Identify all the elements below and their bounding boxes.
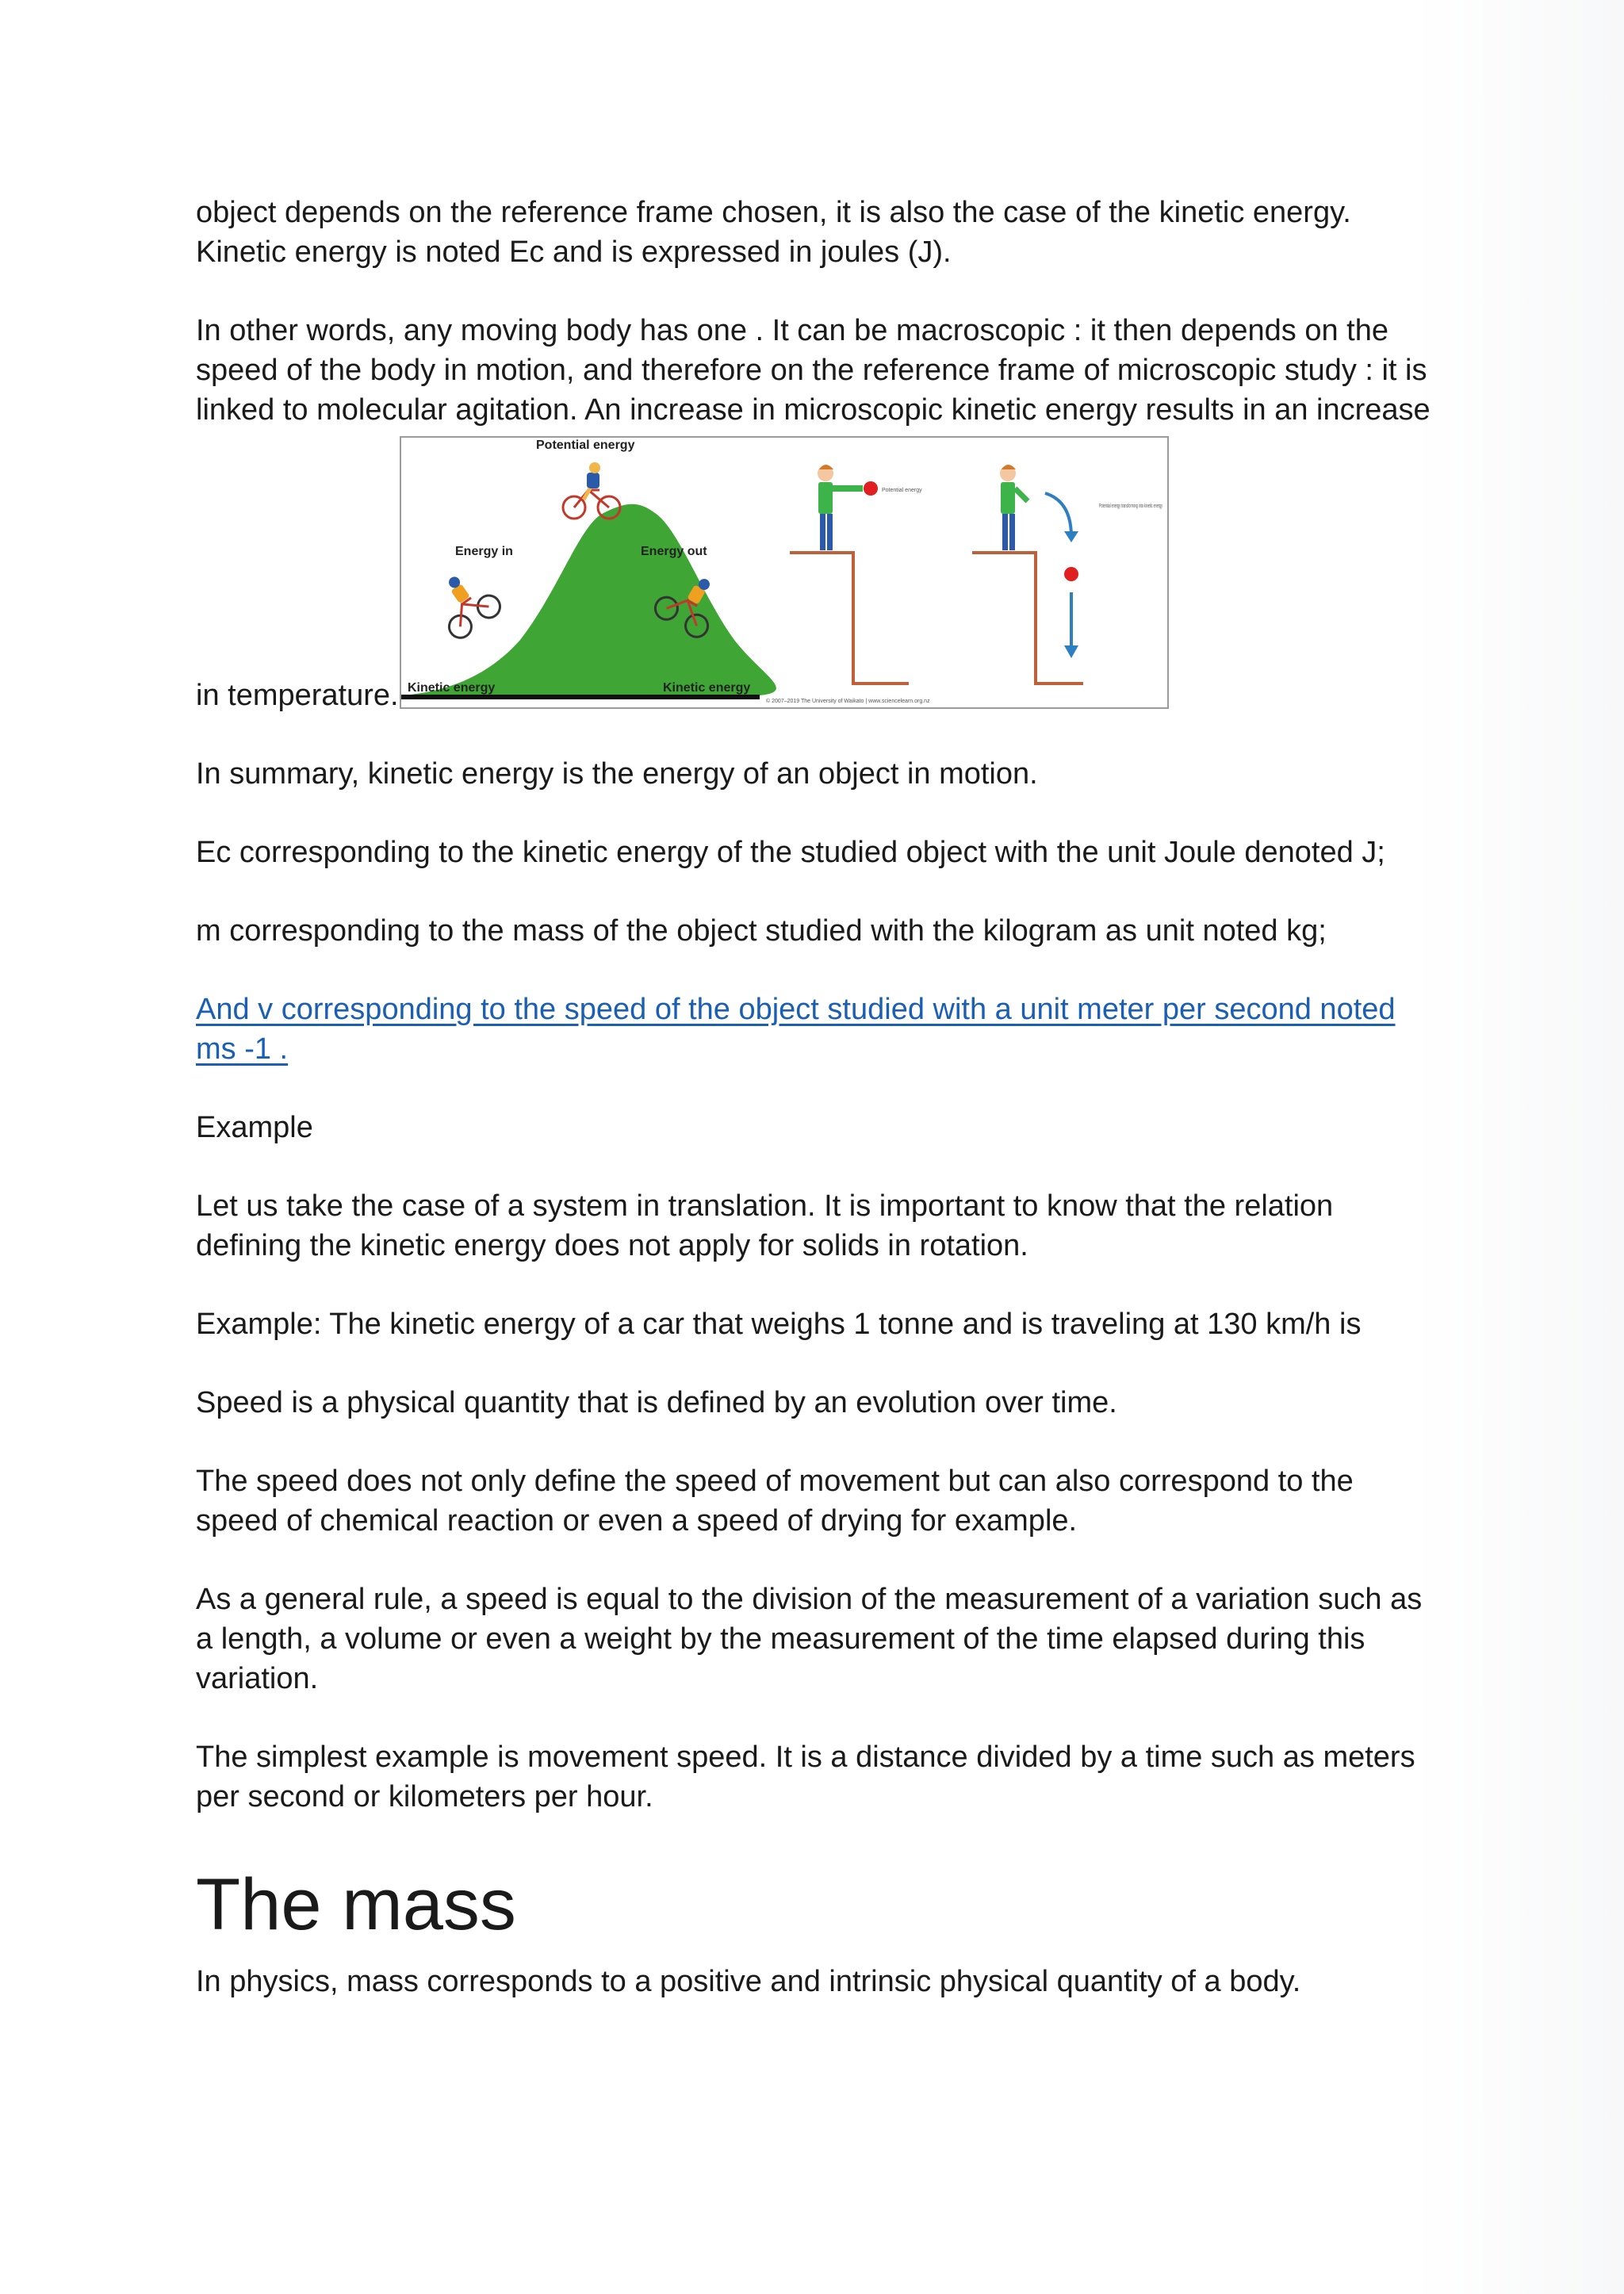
link-line[interactable]: And v corresponding to the speed of the object studied with a unit meter per second noted <box>196 993 1396 1026</box>
copyright-text: © 2007–2019 The University of Waikato | www.sciencelearn.org.nz <box>766 699 930 704</box>
label-kinetic-energy-right: Kinetic energy <box>663 681 751 695</box>
paragraph-mass-definition <box>196 1962 1433 2001</box>
girl-icon <box>818 465 863 550</box>
paragraph-v-definition-link[interactable] <box>196 990 1433 1069</box>
text-line: In summary, kinetic energy is the energy of an object in motion. <box>196 757 1038 791</box>
text-line: a length, a volume or even a weight by the measurement of the time elapsed during this <box>196 1622 1365 1656</box>
text-line: Speed is a physical quantity that is defined by an evolution over time. <box>196 1386 1117 1419</box>
paragraph-example-label <box>196 1108 1433 1147</box>
text-line: speed of the body in motion, and therefore on the reference frame of microscopic study : it is <box>196 354 1427 387</box>
ball-icon <box>864 481 878 496</box>
paragraph-movement-speed <box>196 1737 1433 1817</box>
text-line: Example: The kinetic energy of a car that weighs 1 tonne and is traveling at 130 km/h is <box>196 1308 1362 1341</box>
label-potential-energy: Potential energy <box>536 439 635 452</box>
label-transforming: Potential energy transforming into kinetic energy <box>1099 504 1163 509</box>
label-energy-out: Energy out <box>641 545 707 558</box>
paragraph-moving-body <box>196 311 1433 430</box>
text-line: Example <box>196 1111 313 1144</box>
text-line: Kinetic energy is noted Ec and is expressed in joules (J). <box>196 236 952 269</box>
cyclist-left-icon <box>425 563 504 641</box>
girl-icon-2 <box>1000 465 1028 550</box>
paragraph-translation <box>196 1186 1433 1266</box>
curved-arrow-icon <box>1045 493 1071 537</box>
label-kinetic-energy-left: Kinetic energy <box>408 681 496 695</box>
paragraph-ec-definition <box>196 833 1433 872</box>
text-line: linked to molecular agitation. An increase in microscopic kinetic energy results in an increase <box>196 393 1431 427</box>
hill-panel <box>401 439 776 699</box>
paragraph-speed-quantity <box>196 1383 1433 1423</box>
text-line: per second or kilometers per hour. <box>196 1780 653 1813</box>
page-shade <box>1411 0 1624 2294</box>
label-ball-potential: Potential energy <box>882 488 922 493</box>
text-line: The speed does not only define the speed of movement but can also correspond to the <box>196 1465 1354 1498</box>
text-line: defining the kinetic energy does not apply for solids in rotation. <box>196 1229 1028 1262</box>
text-line: speed of chemical reaction or even a speed of drying for example. <box>196 1504 1078 1538</box>
text-line: As a general rule, a speed is equal to the division of the measurement of a variation such as <box>196 1583 1423 1616</box>
text-line: In physics, mass corresponds to a positive and intrinsic physical quantity of a body. <box>196 1965 1301 1998</box>
falling-ball-icon <box>1064 567 1078 581</box>
track-line <box>401 695 760 699</box>
text-line: object depends on the reference frame chosen, it is also the case of the kinetic energy. <box>196 196 1351 229</box>
girl-holding-ball-panel <box>790 465 922 684</box>
paragraph-general-rule <box>196 1580 1433 1698</box>
v-definition-link[interactable] <box>196 993 1396 1066</box>
link-line[interactable]: ms -1 . <box>196 1032 289 1066</box>
paragraph-summary <box>196 754 1433 794</box>
text-line: Let us take the case of a system in translation. It is important to know that the relation <box>196 1189 1334 1223</box>
illustration-svg <box>401 438 1167 707</box>
paragraph-kinetic-frame <box>196 193 1433 272</box>
text-line: In other words, any moving body has one . It can be macroscopic : it then depends on the <box>196 314 1389 347</box>
kinetic-energy-illustration <box>400 436 1169 709</box>
heading-the-mass: The mass <box>196 1864 516 1945</box>
text-line: variation. <box>196 1662 319 1695</box>
paragraph-speed-chemical <box>196 1461 1433 1541</box>
text-line: Ec corresponding to the kinetic energy of the studied object with the unit Joule denoted J; <box>196 836 1385 869</box>
label-energy-in: Energy in <box>455 545 513 558</box>
text-line: m corresponding to the mass of the object studied with the kilogram as unit noted kg; <box>196 914 1327 948</box>
paragraph-m-definition <box>196 911 1433 951</box>
paragraph-car-example <box>196 1304 1433 1344</box>
ledge-left <box>790 553 909 684</box>
text-line: in temperature. <box>196 679 399 712</box>
girl-dropping-ball-panel <box>972 465 1162 684</box>
text-line: The simplest example is movement speed. It is a distance divided by a time such as meters <box>196 1741 1415 1774</box>
